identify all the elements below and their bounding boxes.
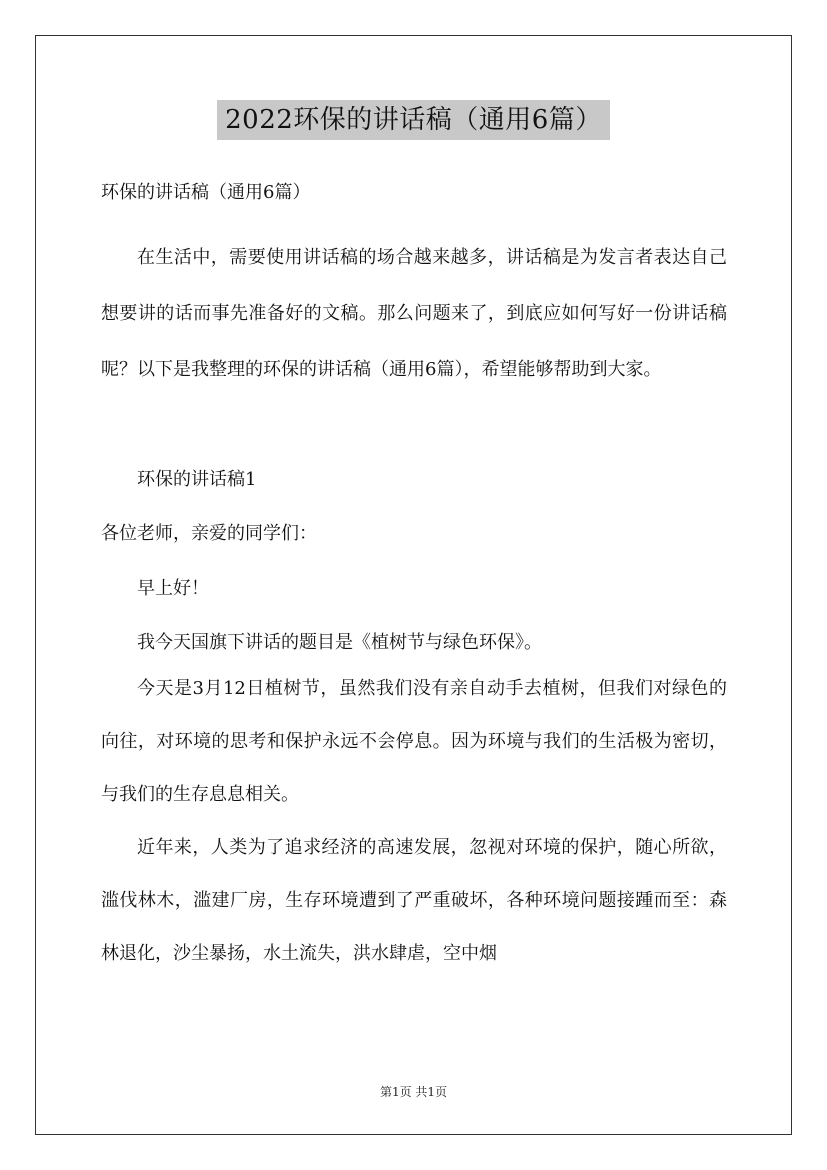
document-subtitle: 环保的讲话稿（通用6篇） [101,182,311,203]
speech-paragraph-1: 我今天国旗下讲话的题目是《植树节与绿色环保》。 [137,632,542,653]
greeting: 早上好！ [137,577,209,599]
document-body [101,175,727,980]
title-wrap [0,100,827,140]
page-footer: 第1页 共1页 [379,1085,448,1099]
document-title: 2022环保的讲话稿（通用6篇） [217,100,610,140]
section-heading: 环保的讲话稿1 [137,468,257,490]
speech-paragraph-3: 近年来，人类为了追求经济的高速发展，忽视对环境的保护，随心所欲，滥伐林木，滥建厂房，生存环境遭到了严重破坏，各种环境问题接踵而至：森林退化，沙尘暴扬，水土流失，洪水肆虐，空中烟 [101,836,727,964]
speech-paragraph-2: 今天是3月12日植树节，虽然我们没有亲自动手去植树，但我们对绿色的向往，对环境的思考和保护永远不会停息。因为环境与我们的生活极为密切，与我们的生存息息相关。 [101,677,727,805]
intro-paragraph: 在生活中，需要使用讲话稿的场合越来越多，讲话稿是为发言者表达自己想要讲的话而事先准备好的文稿。那么问题来了，到底应如何写好一份讲话稿呢？以下是我整理的环保的讲话稿（通用6篇），希望能够帮助到大家。 [101,246,727,380]
salutation: 各位老师，亲爱的同学们： [101,523,317,544]
